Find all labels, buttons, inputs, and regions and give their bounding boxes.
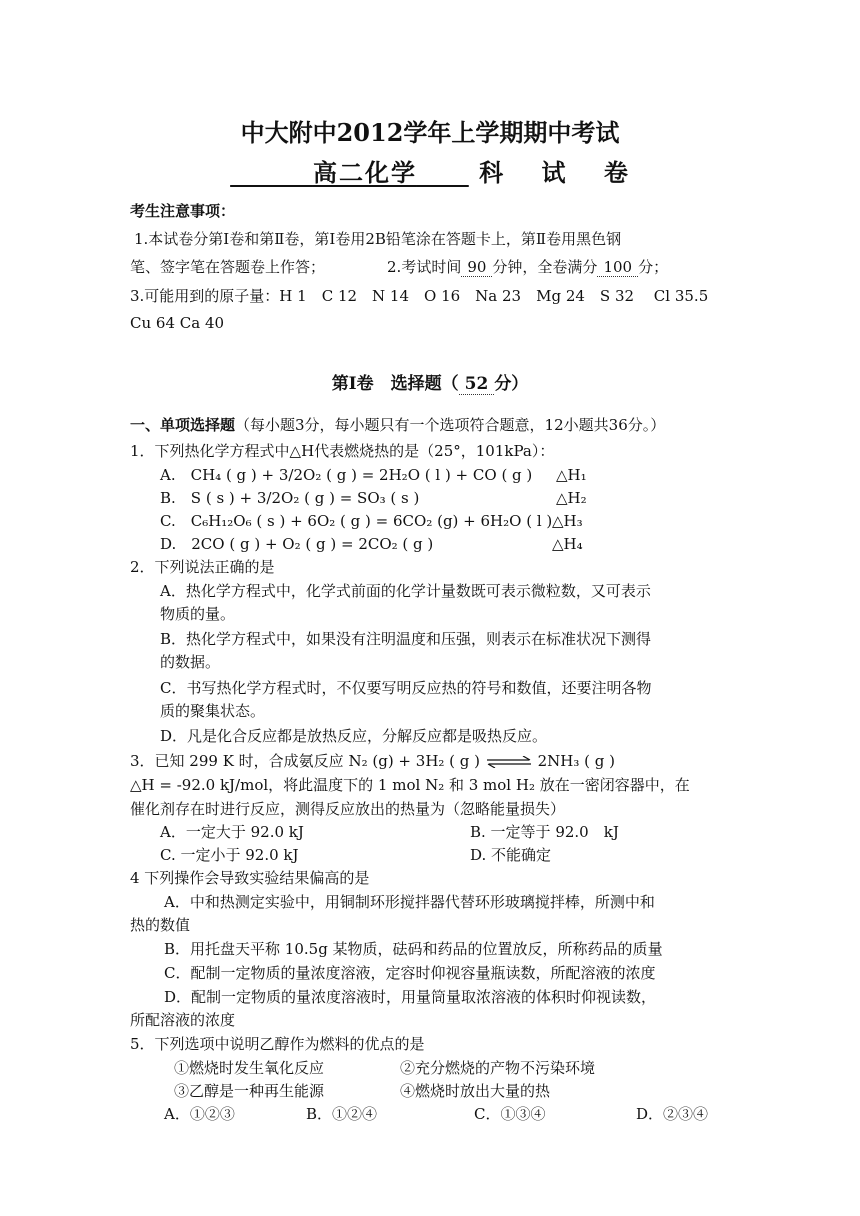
q5-item-3: ③乙醇是一种再生能源 xyxy=(174,1082,325,1100)
part1-heading: 一、单项选择题（每小题3分，每小题只有一个选项符合题意，12小题共36分。） xyxy=(130,416,666,434)
q4-option-d-line1: D．配制一定物质的量浓度溶液时，用量筒量取浓溶液的体积时仰视读数， xyxy=(164,988,657,1006)
q2-option-a-line1: A．热化学方程式中，化学式前面的化学计量数既可表示微粒数，又可表示 xyxy=(160,582,651,600)
subject-name: 高二化学 xyxy=(312,158,417,187)
q5-option-a: A．①②③ xyxy=(164,1105,235,1123)
full-score: 100 xyxy=(597,258,638,277)
q1-option-a-dh: △H₁ xyxy=(556,466,587,484)
q3-option-c: C. 一定小于 92.0 kJ xyxy=(160,846,299,864)
notice-line-4: Cu 64 Ca 40 xyxy=(130,314,225,332)
q2-stem: 2．下列说法正确的是 xyxy=(130,558,275,576)
q1-stem: 1．下列热化学方程式中△H代表燃烧热的是（25°，101kPa）： xyxy=(130,442,555,460)
q1-option-c-dh: △H₃ xyxy=(552,512,583,530)
section-score: 52 xyxy=(459,374,495,395)
q2-option-a-line2: 物质的量。 xyxy=(160,605,236,623)
q5-item-1: ①燃烧时发生氧化反应 xyxy=(174,1059,325,1077)
q2-option-b-line2: 的数据。 xyxy=(160,653,221,671)
q2-option-b-line1: B．热化学方程式中，如果没有注明温度和压强，则表示在标准状况下测得 xyxy=(160,630,652,648)
q4-option-a-line2: 热的数值 xyxy=(130,916,191,934)
q5-stem: 5．下列选项中说明乙醇作为燃料的优点的是 xyxy=(130,1035,425,1053)
q4-option-b: B．用托盘天平称 10.5g 某物质，砝码和药品的位置放反，所称药品的质量 xyxy=(164,940,663,958)
q1-option-b-dh: △H₂ xyxy=(556,489,587,507)
q2-option-c-line1: C．书写热化学方程式时，不仅要写明反应热的符号和数值，还要注明各物 xyxy=(160,679,652,697)
q2-option-d: D．凡是化合反应都是放热反应，分解反应都是吸热反应。 xyxy=(160,727,548,745)
q3-option-b: B. 一定等于 92.0 kJ xyxy=(470,823,619,841)
q3-line-2: △H = -92.0 kJ/mol，将此温度下的 1 mol N₂ 和 3 mol H₂ 放在一密闭容器中，在 xyxy=(130,776,690,794)
notice-heading: 考生注意事项： xyxy=(130,202,236,220)
equilibrium-arrows-icon xyxy=(485,756,533,768)
q4-option-a-line1: A．中和热测定实验中，用铜制环形搅拌器代替环形玻璃搅拌棒，所测中和 xyxy=(164,893,655,911)
subtitle-suffix: 科 试 卷 xyxy=(479,158,630,187)
q4-option-c: C．配制一定物质的量浓度溶液，定容时仰视容量瓶读数，所配溶液的浓度 xyxy=(164,964,656,982)
q5-item-4: ④燃烧时放出大量的热 xyxy=(400,1082,551,1100)
q5-item-2: ②充分燃烧的产物不污染环境 xyxy=(400,1059,596,1077)
exam-time: 90 xyxy=(461,258,492,277)
q1-option-d: D. 2CO ( g ) + O₂ ( g ) = 2CO₂ ( g ) xyxy=(160,535,434,553)
q3-line-3: 催化剂存在时进行反应，测得反应放出的热量为（忽略能量损失） xyxy=(130,800,566,818)
q3-option-a: A．一定大于 92.0 kJ xyxy=(160,823,304,841)
q1-option-b: B. S ( s ) + 3/2O₂ ( g ) = SO₃ ( s ) xyxy=(160,489,420,507)
exam-title: 中大附中2012学年上学期期中考试 xyxy=(240,118,620,147)
section-heading: 第Ⅰ卷 选择题（ 52 分） xyxy=(331,374,529,394)
q2-option-c-line2: 质的聚集状态。 xyxy=(160,702,266,720)
exam-subtitle xyxy=(0,158,860,188)
notice-line-1: 1.本试卷分第Ⅰ卷和第Ⅱ卷，第Ⅰ卷用2B铅笔涂在答题卡上，第Ⅱ卷用黑色钢 xyxy=(134,230,622,248)
notice-line-2: 笔、签字笔在答题卷上作答； 2.考试时间 90 分钟，全卷满分 100 分； xyxy=(130,258,669,276)
q3-option-d: D. 不能确定 xyxy=(470,846,552,864)
q4-stem: 4 下列操作会导致实验结果偏高的是 xyxy=(130,869,370,887)
q5-option-b: B．①②④ xyxy=(306,1105,378,1123)
q3-stem: 3．已知 299 K 时，合成氨反应 N₂ (g) + 3H₂ ( g ) 2NH₃ ( g ) xyxy=(130,752,615,770)
notice-line-3: 3.可能用到的原子量：H 1 C 12 N 14 O 16 Na 23 Mg 24 S 32 Cl 35.5 xyxy=(130,287,709,305)
q5-option-c: C．①③④ xyxy=(474,1105,546,1123)
q4-option-d-line2: 所配溶液的浓度 xyxy=(130,1011,236,1029)
q5-option-d: D．②③④ xyxy=(636,1105,709,1123)
q1-option-c: C. C₆H₁₂O₆ ( s ) + 6O₂ ( g ) = 6CO₂ (g) + 6H₂O ( l ) xyxy=(160,512,553,530)
q1-option-a: A. CH₄ ( g ) + 3/2O₂ ( g ) = 2H₂O ( l ) + CO ( g ) xyxy=(160,466,533,484)
q1-option-d-dh: △H₄ xyxy=(552,535,583,553)
